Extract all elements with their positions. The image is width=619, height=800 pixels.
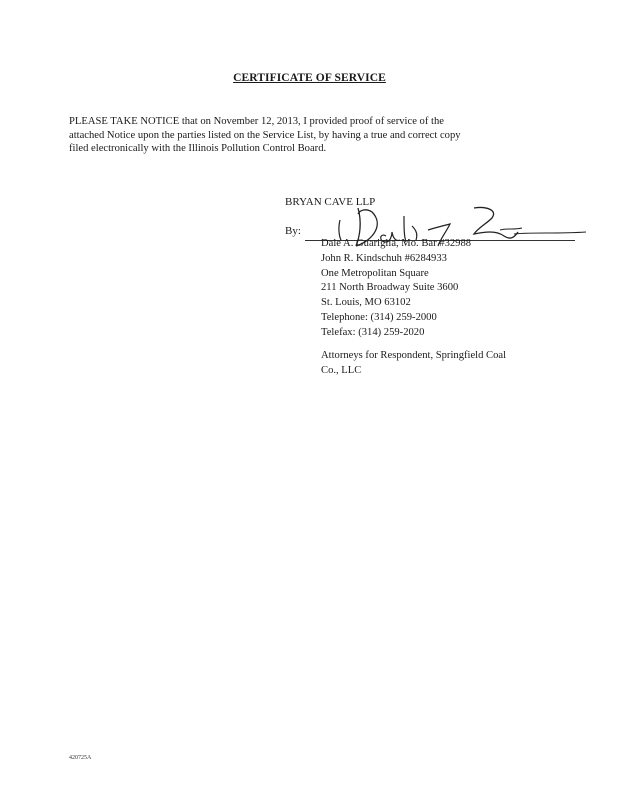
firm-name: BRYAN CAVE LLP: [285, 196, 376, 208]
notice-line: attached Notice upon the parties listed on the Service List, by having a true and correct copy: [69, 129, 461, 141]
signature-block-line: 211 North Broadway Suite 3600: [321, 282, 459, 294]
notice-line: PLEASE TAKE NOTICE that on November 12, 2013, I provided proof of service of the: [69, 116, 444, 127]
signature-block-line: Dale A. Guariglia, Mo. Bar #32988: [321, 238, 472, 249]
document-title: CERTIFICATE OF SERVICE: [233, 72, 386, 84]
by-label: By:: [285, 225, 301, 237]
notice-paragraph: [69, 115, 539, 156]
signature-block-line: St. Louis, MO 63102: [321, 297, 411, 309]
attorneys-for-line: Attorneys for Respondent, Springfield Coal: [321, 350, 507, 361]
signature-block-line: Telefax: (314) 259-2020: [321, 326, 425, 338]
signature-block-line: Telephone: (314) 259-2000: [321, 311, 437, 323]
notice-line: filed electronically with the Illinois Pollution Control Board.: [69, 143, 327, 155]
footer-code: 420725A: [69, 755, 92, 761]
signature-block: [321, 237, 471, 341]
attorneys-for: [321, 349, 506, 379]
attorneys-for-line: Co., LLC: [321, 364, 362, 376]
signature-block-line: One Metropolitan Square: [321, 267, 429, 279]
signature-block-line: John R. Kindschuh #6284933: [321, 252, 447, 264]
